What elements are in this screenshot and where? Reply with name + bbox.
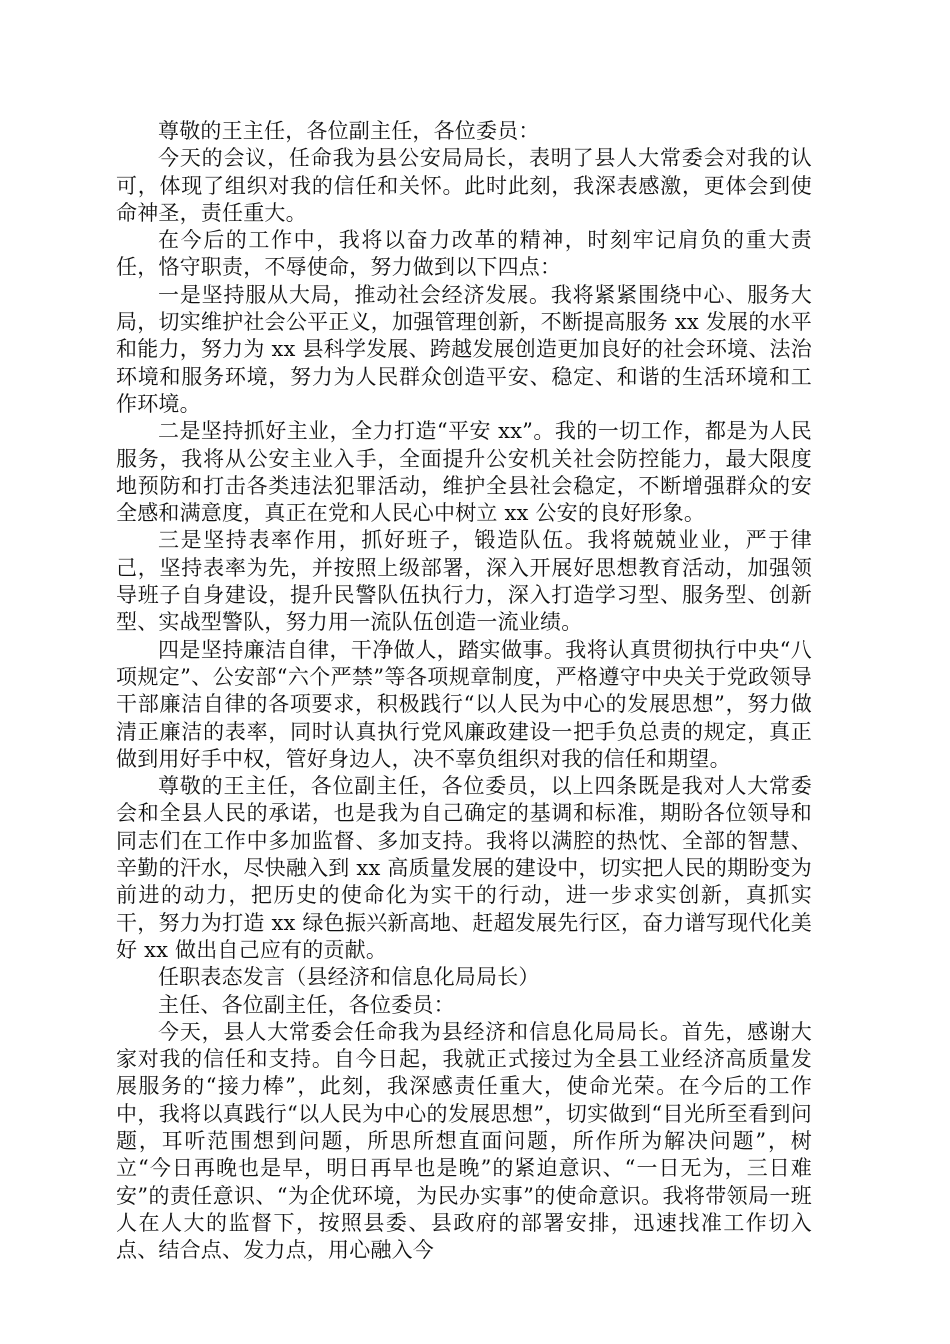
document-body — [116, 118, 812, 1264]
section-heading: 任职表态发言（县经济和信息化局局长） — [158, 965, 540, 990]
paragraph: 二是坚持抓好主业，全力打造“平安 xx”。我的一切工作，都是为人民服务，我将从公安主业入手，全面提升公安机关社会防控能力，最大限度地预防和打击各类违法犯罪活动，维护全县社会稳定，不断增强群众的安全感和满意度，真正在党和人民心中树立 xx 公安的良好形象。 — [116, 419, 812, 526]
paragraph: 尊敬的王主任，各位副主任，各位委员，以上四条既是我对人大常委会和全县人民的承诺，也是我为自己确定的基调和标准，期盼各位领导和同志们在工作中多加监督、多加支持。我将以满腔的热忱、全部的智慧、辛勤的汗水，尽快融入到 xx 高质量发展的建设中，切实把人民的期盼变为前进的动力，把历史的使命化为实干的行动，进一步求实创新，真抓实干，努力为打造 xx 绿色振兴新高地、赶超发展先行区，奋力谱写现代化美好 xx 做出自己应有的贡献。 — [116, 774, 812, 962]
salutation: 主任、各位副主任，各位委员： — [158, 992, 455, 1017]
paragraph: 今天的会议，任命我为县公安局局长，表明了县人大常委会对我的认可，体现了组织对我的信任和关怀。此时此刻，我深表感激，更体会到使命神圣，责任重大。 — [116, 146, 812, 225]
paragraph: 一是坚持服从大局，推动社会经济发展。我将紧紧围绕中心、服务大局，切实维护社会公平正义，加强管理创新，不断提高服务 xx 发展的水平和能力，努力为 xx 县科学发展、跨越发展创造更加良好的社会环境、法治环境和服务环境，努力为人民群众创造平安、稳定、和谐的生活环境和工作环境。 — [116, 282, 812, 416]
paragraph: 今天，县人大常委会任命我为县经济和信息化局局长。首先，感谢大家对我的信任和支持。自今日起，我就正式接过为全县工业经济高质量发展服务的“接力棒”，此刻，我深感责任重大，使命光荣。在今后的工作中，我将以真践行“以人民为中心的发展思想”，切实做到“目光所至看到问题，耳听范围想到问题，所思所想直面问题，所作所为解决问题”，树立“今日再晚也是早，明日再早也是晚”的紧迫意识、“一日无为，三日难安”的责任意识、“为企优环境，为民办实事”的使命意识。我将带领局一班人在人大的监督下，按照县委、县政府的部署安排，迅速找准工作切入点、结合点、发力点，用心融入今 — [116, 1019, 812, 1263]
salutation: 尊敬的王主任，各位副主任，各位委员： — [158, 119, 540, 143]
paragraph: 四是坚持廉洁自律，干净做人，踏实做事。我将认真贯彻执行中央“八项规定”、公安部“六个严禁”等各项规章制度，严格遵守中央关于党政领导干部廉洁自律的各项要求，积极践行“以人民为中心的发展思想”，努力做清正廉洁的表率，同时认真执行党风廉政建设一把手负总责的规定，真正做到用好手中权，管好身边人，决不辜负组织对我的信任和期望。 — [116, 637, 812, 771]
paragraph: 在今后的工作中，我将以奋力改革的精神，时刻牢记肩负的重大责任，恪守职责，不辱使命，努力做到以下四点： — [116, 228, 812, 280]
paragraph: 三是坚持表率作用，抓好班子，锻造队伍。我将兢兢业业，严于律己，坚持表率为先，并按照上级部署，深入开展好思想教育活动，加强领导班子自身建设，提升民警队伍执行力，深入打造学习型、服务型、创新型、实战型警队，努力用一流队伍创造一流业绩。 — [116, 528, 812, 635]
